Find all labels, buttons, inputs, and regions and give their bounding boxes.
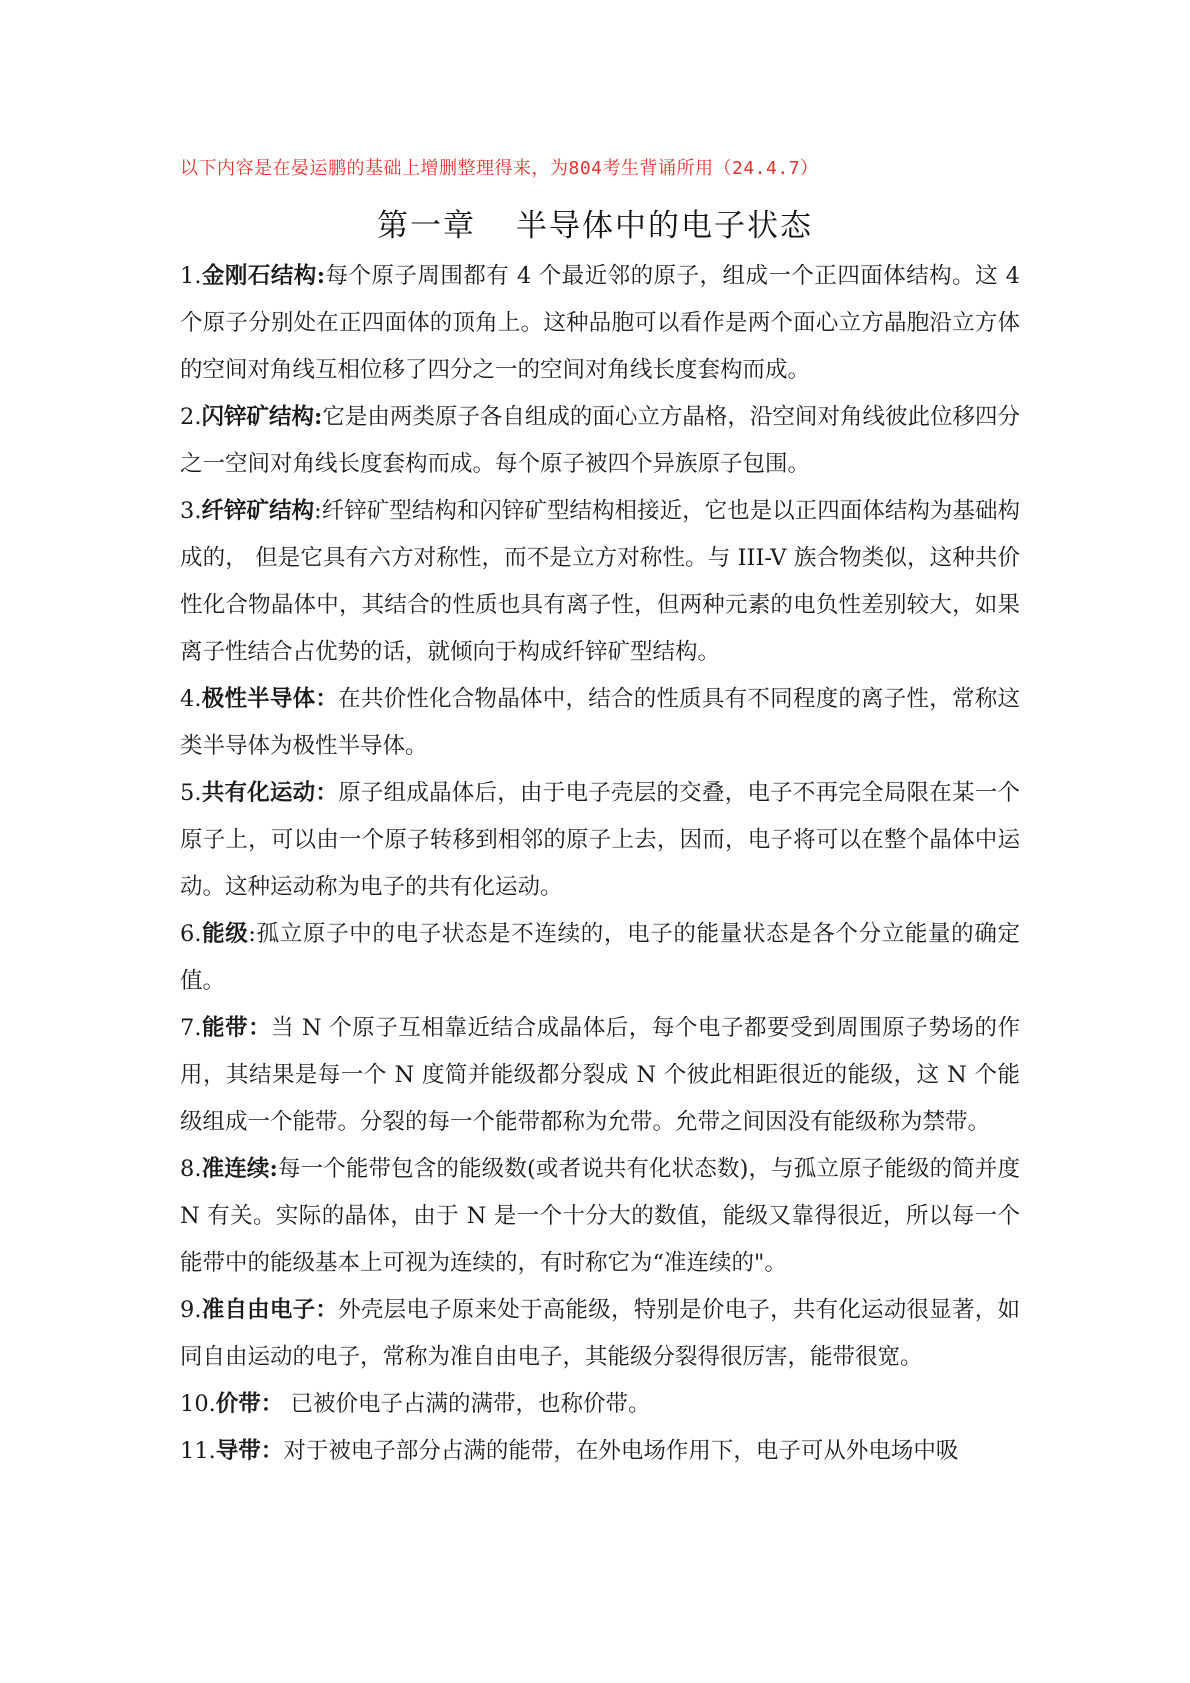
entry-term: 极性半导体： <box>201 686 339 712</box>
entry-term: 金刚石结构: <box>201 263 326 289</box>
chapter-name: 半导体中的电子状态 <box>516 208 813 244</box>
definition-entry <box>180 1005 1020 1146</box>
entry-number: 3. <box>180 498 202 524</box>
entry-text: 当 N 个原子互相靠近结合成晶体后，每个电子都要受到周围原子势场的作用，其结果是每一个 N 度简并能级都分裂成 N 个彼此相距很近的能级，这 N 个能级组成一个能带。分裂的每一个能带都称为允带。允带之间因没有能级称为禁带。 <box>180 1015 1020 1135</box>
entry-term: 能级 <box>201 921 249 947</box>
entry-text: 每个原子周围都有 4 个最近邻的原子，组成一个正四面体结构。这 4 个原子分别处在正四面体的顶角上。这种品胞可以看作是两个面心立方晶胞沿立方体的空间对角线互相位移了四分之一的空间对角线长度套构而成。 <box>180 263 1020 383</box>
entry-text: 在共价性化合物晶体中，结合的性质具有不同程度的离子性，常称这类半导体为极性半导体。 <box>180 686 1020 759</box>
entry-text: 外壳层电子原来处于高能级，特别是价电子，共有化运动很显著，如同自由运动的电子，常称为准自由电子，其能级分裂得很厉害，能带很宽。 <box>180 1297 1020 1370</box>
entry-term: 闪锌矿结构: <box>201 404 323 430</box>
entry-text: 每一个能带包含的能级数(或者说共有化状态数)，与孤立原子能级的简并度 N 有关。实际的晶体，由于 N 是一个十分大的数值，能级又靠得很近，所以每一个能带中的能级基本上可视为连续的，有时称它为“准连续的"。 <box>180 1156 1020 1276</box>
entry-number: 10. <box>180 1391 216 1417</box>
definition-entry <box>180 1428 1020 1475</box>
entry-number: 7. <box>180 1015 202 1041</box>
entry-term: 能带： <box>201 1015 272 1041</box>
entry-text: 已被价电子占满的满带，也称价带。 <box>283 1391 651 1417</box>
entry-term: 共有化运动： <box>201 780 339 806</box>
entry-term: 纤锌矿结构 <box>201 498 315 524</box>
entry-text: 它是由两类原子各自组成的面心立方晶格，沿空间对角线彼此位移四分之一空间对角线长度套构而成。每个原子被四个异族原子包围。 <box>180 404 1020 477</box>
entry-text: 原子组成晶体后，由于电子壳层的交叠，电子不再完全局限在某一个原子上，可以由一个原子转移到相邻的原子上去，因而，电子将可以在整个晶体中运动。这种运动称为电子的共有化运动。 <box>180 780 1020 900</box>
entry-number: 11. <box>180 1438 216 1464</box>
entry-term: 导带： <box>215 1438 284 1464</box>
definitions-list <box>180 253 1020 1475</box>
definition-entry <box>180 488 1020 676</box>
chapter-title <box>0 200 1190 245</box>
definition-entry <box>180 1381 1020 1428</box>
definition-entry <box>180 676 1020 770</box>
definition-entry <box>180 253 1020 394</box>
entry-number: 2. <box>180 404 202 430</box>
definition-entry <box>180 1146 1020 1287</box>
entry-text: 对于被电子部分占满的能带，在外电场作用下，电子可从外电场中吸 <box>283 1438 959 1464</box>
entry-text: :纤锌矿型结构和闪锌矿型结构相接近，它也是以正四面体结构为基础构成的， 但是它具有六方对称性，而不是立方对称性。与 III-V 族合物类似，这种共价性化合物晶体中，其结合的性质也具有离子性，但两种元素的电负性差别较大，如果离子性结合占优势的话，就倾向于构成纤锌矿型结构。 <box>180 498 1020 665</box>
entry-text: :孤立原子中的电子状态是不连续的，电子的能量状态是各个分立能量的确定值。 <box>180 921 1020 994</box>
entry-term: 价带： <box>215 1391 284 1417</box>
entry-number: 6. <box>180 921 202 947</box>
definition-entry <box>180 394 1020 488</box>
header-note: 以下内容是在晏运鹏的基础上增删整理得来，为804考生背诵所用（24.4.7） <box>180 158 819 179</box>
definition-entry <box>180 911 1020 1005</box>
entry-number: 5. <box>180 780 202 806</box>
chapter-number: 第一章 <box>377 208 476 244</box>
entry-number: 8. <box>180 1156 202 1182</box>
entry-number: 9. <box>180 1297 202 1323</box>
entry-term: 准自由电子： <box>201 1297 339 1323</box>
definition-entry <box>180 770 1020 911</box>
entry-number: 1. <box>180 263 202 289</box>
entry-term: 准连续: <box>201 1156 278 1182</box>
definition-entry <box>180 1287 1020 1381</box>
entry-number: 4. <box>180 686 202 712</box>
